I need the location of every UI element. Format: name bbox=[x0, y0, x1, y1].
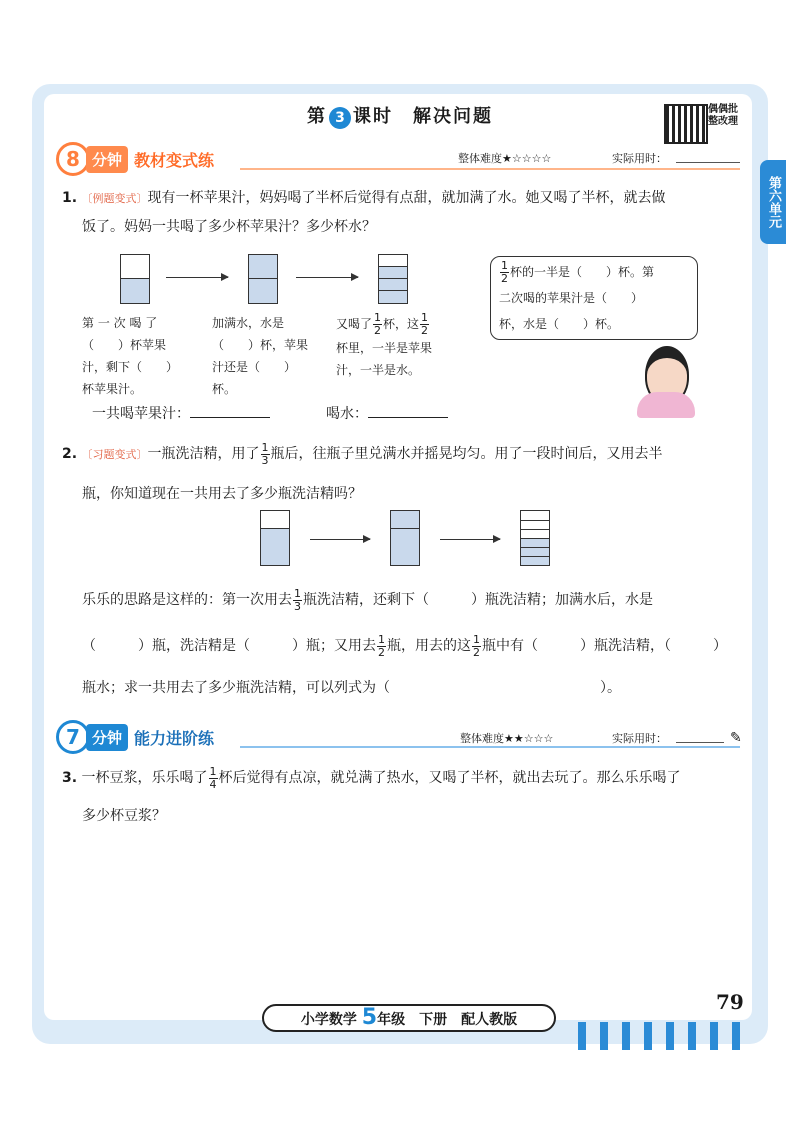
frac-num: 1 bbox=[209, 764, 217, 778]
fraction-half bbox=[373, 312, 382, 337]
question-tag: 〔习题变式〕 bbox=[81, 448, 148, 461]
unit-side-tab: 第六单元 bbox=[760, 160, 786, 244]
line: 杯。 bbox=[212, 382, 237, 396]
step-3-text bbox=[336, 312, 466, 381]
frac-num: 1 bbox=[378, 632, 385, 646]
fraction-quarter bbox=[209, 766, 218, 791]
question-text: 一瓶洗洁精，用了 bbox=[147, 446, 260, 462]
bubble-line: 二次喝的苹果汁是（ ） bbox=[499, 291, 644, 305]
frac-num: 1 bbox=[374, 311, 382, 324]
cup-diagram-2 bbox=[248, 254, 278, 304]
reasoning-text: 瓶，用去的这 bbox=[387, 638, 471, 654]
line: 又喝了 bbox=[336, 317, 373, 331]
time-field[interactable] bbox=[676, 742, 724, 743]
frac-den: 3 bbox=[261, 453, 269, 467]
question-3 bbox=[62, 764, 762, 792]
cup-diagram-3 bbox=[378, 254, 408, 304]
section-badge-2 bbox=[56, 720, 214, 754]
line: 第 一 次 喝 了 bbox=[82, 316, 158, 330]
answer-blank[interactable] bbox=[190, 417, 270, 418]
arrow-icon bbox=[296, 277, 358, 278]
page-number: 79 bbox=[716, 990, 744, 1014]
time-label: 实际用时： bbox=[612, 152, 667, 165]
fraction-third bbox=[261, 442, 270, 467]
question-text-2: 饭了。妈妈一共喝了多少杯苹果汁？多少杯水？ bbox=[82, 219, 376, 235]
frac-num: 1 bbox=[421, 311, 429, 324]
footer-grade-number: 5 bbox=[361, 1005, 378, 1030]
time-field[interactable] bbox=[676, 162, 740, 163]
pencil-icon: ✎ bbox=[730, 730, 742, 746]
qr-caption: 偶偶批整改理 bbox=[708, 104, 738, 127]
answer-juice bbox=[92, 400, 270, 428]
difficulty-rating: 整体难度★★☆☆☆ bbox=[460, 732, 554, 745]
question-text: 一杯豆浆，乐乐喝了 bbox=[81, 770, 208, 786]
footer-subject: 小学数学 bbox=[300, 1012, 357, 1028]
section-title: 能力进阶练 bbox=[134, 728, 215, 748]
title-pre: 第 bbox=[307, 106, 327, 127]
lesson-number-badge: 3 bbox=[329, 107, 351, 129]
bottle-diagram-2 bbox=[390, 510, 420, 566]
q2-reasoning-1 bbox=[82, 586, 762, 614]
line: 汁还是（ ） bbox=[212, 360, 297, 374]
frac-den: 2 bbox=[421, 324, 429, 337]
frac-num: 1 bbox=[294, 586, 301, 600]
question-number: 1. bbox=[62, 190, 78, 206]
arrow-icon bbox=[440, 539, 500, 540]
q2-reasoning-3: 瓶水；求一共用去了多少瓶洗洁精，可以列式为（ ）。 bbox=[82, 680, 621, 696]
fraction-half bbox=[420, 312, 429, 337]
answer-label: 喝水： bbox=[326, 406, 368, 422]
step-1-text bbox=[82, 312, 192, 400]
question-number: 2. bbox=[62, 446, 78, 462]
fraction-third bbox=[293, 588, 302, 613]
question-text: 瓶后，往瓶子里兑满水并摇晃均匀。用了一段时间后，又用去半 bbox=[270, 446, 663, 462]
section-title: 教材变式练 bbox=[134, 150, 215, 170]
question-text: 杯后觉得有点凉，就兑满了热水，又喝了半杯，就出去玩了。那么乐乐喝了 bbox=[218, 770, 681, 786]
frac-den: 2 bbox=[473, 645, 480, 659]
arrow-icon bbox=[166, 277, 228, 278]
minutes-label: 分钟 bbox=[86, 724, 128, 751]
frac-den: 3 bbox=[294, 599, 301, 613]
frac-den: 2 bbox=[501, 272, 508, 285]
line: 杯里，一半是苹果 bbox=[336, 341, 433, 355]
minutes-number: 7 bbox=[56, 720, 90, 754]
footer-grade-text: 年级 下册 配人教版 bbox=[377, 1012, 518, 1028]
bubble-line: 杯，水是（ ）杯。 bbox=[499, 317, 620, 331]
step-2-text bbox=[212, 312, 322, 400]
question-2-line2: 瓶，你知道现在一共用去了多少瓶洗洁精吗？ bbox=[82, 486, 362, 502]
reasoning-text: 乐乐的思路是这样的：第一次用去 bbox=[82, 592, 292, 608]
time-label: 实际用时： bbox=[612, 732, 667, 745]
cup-diagram-1 bbox=[120, 254, 150, 304]
question-tag: 〔例题变式〕 bbox=[81, 192, 148, 205]
question-number: 3. bbox=[62, 770, 78, 786]
frac-den: 4 bbox=[209, 777, 217, 791]
question-2 bbox=[62, 440, 762, 469]
section-badge-1 bbox=[56, 142, 214, 176]
hint-bubble bbox=[490, 256, 698, 340]
section-divider bbox=[240, 168, 740, 170]
girl-avatar-body bbox=[637, 392, 695, 418]
difficulty-rating: 整体难度★☆☆☆☆ bbox=[458, 152, 552, 165]
question-text: 现有一杯苹果汁，妈妈喝了半杯后觉得有点甜，就加满了水。她又喝了半杯，就去做 bbox=[147, 190, 666, 206]
question-1 bbox=[62, 184, 752, 241]
frac-num: 1 bbox=[501, 259, 508, 272]
line: 加满水，水是 bbox=[212, 316, 285, 330]
line: 汁，剩下（ ） bbox=[82, 360, 179, 374]
reasoning-text: （ ）瓶，洗洁精是（ ）瓶；又用去 bbox=[82, 638, 376, 654]
fraction-half bbox=[500, 260, 509, 285]
qr-code-icon[interactable] bbox=[664, 104, 708, 144]
minutes-number: 8 bbox=[56, 142, 90, 176]
answer-water bbox=[326, 400, 448, 428]
frac-num: 1 bbox=[261, 440, 269, 454]
line: 杯苹果汁。 bbox=[82, 382, 143, 396]
book-footer bbox=[262, 1004, 556, 1032]
line: （ ）杯苹果 bbox=[82, 338, 167, 352]
decorative-stripes bbox=[578, 1022, 748, 1050]
answer-blank[interactable] bbox=[368, 417, 448, 418]
line: 杯，这 bbox=[383, 317, 420, 331]
fraction-half bbox=[472, 634, 481, 659]
frac-den: 2 bbox=[374, 324, 382, 337]
frac-num: 1 bbox=[473, 632, 480, 646]
section-divider bbox=[240, 746, 740, 748]
bottle-diagram-1 bbox=[260, 510, 290, 566]
bubble-line: 杯的一半是（ ）杯。第 bbox=[510, 265, 655, 279]
frac-den: 2 bbox=[378, 645, 385, 659]
reasoning-text: 瓶中有（ ）瓶洗洁精，（ ） bbox=[482, 638, 727, 654]
line: 汁，一半是水。 bbox=[336, 363, 421, 377]
q2-reasoning-2 bbox=[82, 632, 762, 660]
reasoning-text: 瓶洗洁精，还剩下（ ）瓶洗洁精；加满水后，水是 bbox=[303, 592, 653, 608]
title-post: 课时 解决问题 bbox=[353, 106, 493, 127]
fraction-half bbox=[377, 634, 386, 659]
arrow-icon bbox=[310, 539, 370, 540]
minutes-label: 分钟 bbox=[86, 146, 128, 173]
bottle-diagram-3 bbox=[520, 510, 550, 566]
line: （ ）杯，苹果 bbox=[212, 338, 309, 352]
question-3-line2: 多少杯豆浆？ bbox=[82, 808, 166, 824]
answer-label: 一共喝苹果汁： bbox=[92, 406, 190, 422]
